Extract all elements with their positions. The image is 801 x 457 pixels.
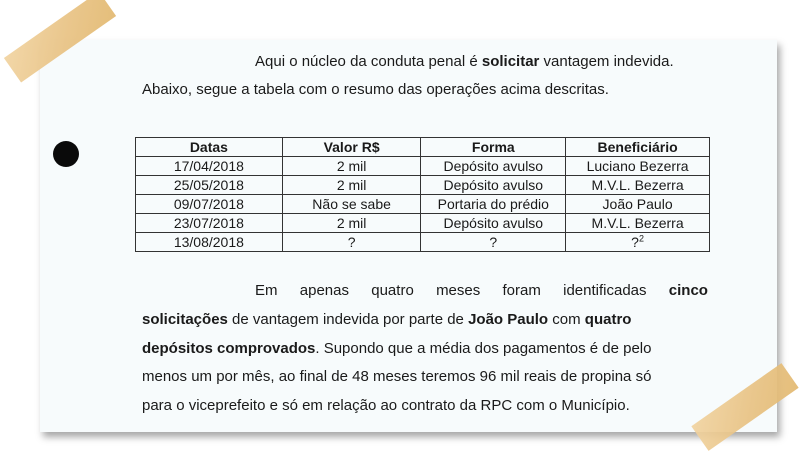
text-span: de vantagem indevida por parte de: [227, 311, 469, 328]
paragraph1-line2: Abaixo, segue a tabela com o resumo das operações acima descritas.: [142, 81, 609, 98]
text-span: vantagem indevida.: [539, 53, 674, 70]
table-row: [136, 157, 710, 176]
table-cell: 2 mil: [282, 176, 421, 195]
table-cell: Não se sabe: [282, 195, 421, 214]
text-span: . Supondo que a média dos pagamentos é de pelo: [315, 340, 652, 357]
table-cell: M.V.L. Bezerra: [566, 176, 710, 195]
table-cell: 2 mil: [282, 214, 421, 233]
table-cell: Depósito avulso: [421, 176, 566, 195]
word: identificadas: [563, 282, 647, 299]
operations-table: [135, 137, 710, 252]
table-row: [136, 214, 710, 233]
table-cell: Luciano Bezerra: [566, 157, 710, 176]
text-span: com: [548, 311, 585, 328]
table-row: [136, 233, 710, 252]
table-cell: João Paulo: [566, 195, 710, 214]
table-row: [136, 176, 710, 195]
paragraph2-line4: menos um por mês, ao final de 48 meses teremos 96 mil reais de propina só: [142, 368, 652, 385]
word: quatro: [371, 282, 414, 299]
cell-text: ?: [631, 233, 639, 250]
table-row: [136, 195, 710, 214]
footnote-marker: 2: [638, 232, 644, 243]
bold-word: cinco: [668, 282, 708, 299]
header-datas: Datas: [136, 138, 283, 157]
table-cell: ?: [421, 233, 566, 252]
table-cell: Portaria do prédio: [421, 195, 566, 214]
punch-hole: [53, 141, 79, 167]
table-cell: 13/08/2018: [136, 233, 283, 252]
table-cell: 09/07/2018: [136, 195, 283, 214]
paragraph2-line2: [142, 311, 631, 328]
table-cell: Depósito avulso: [421, 214, 566, 233]
table-cell-with-footnote: [566, 233, 710, 252]
header-valor: Valor R$: [282, 138, 421, 157]
table-cell: Depósito avulso: [421, 157, 566, 176]
word: Em: [255, 282, 278, 299]
text-span: Aqui o núcleo da conduta penal é: [255, 53, 482, 70]
paragraph2-line1: [255, 282, 708, 299]
table-cell: 2 mil: [282, 157, 421, 176]
word: foram: [502, 282, 541, 299]
paragraph2-line3: [142, 340, 651, 357]
table-cell: 25/05/2018: [136, 176, 283, 195]
paragraph1-line1: [255, 53, 674, 70]
header-beneficiario: Beneficiário: [566, 138, 710, 157]
table-cell: 17/04/2018: [136, 157, 283, 176]
header-forma: Forma: [421, 138, 566, 157]
bold-text: solicitar: [481, 53, 540, 70]
table-header-row: [136, 138, 710, 157]
bold-text: quatro: [584, 311, 632, 328]
word: apenas: [299, 282, 349, 299]
table-cell: 23/07/2018: [136, 214, 283, 233]
table-cell: ?: [282, 233, 421, 252]
word: meses: [436, 282, 481, 299]
table-cell: M.V.L. Bezerra: [566, 214, 710, 233]
bold-text: João Paulo: [468, 311, 549, 328]
bold-text: solicitações: [142, 311, 228, 328]
bold-text: depósitos comprovados: [142, 340, 316, 357]
paragraph2-line5: para o viceprefeito e só em relação ao contrato da RPC com o Município.: [142, 397, 630, 414]
